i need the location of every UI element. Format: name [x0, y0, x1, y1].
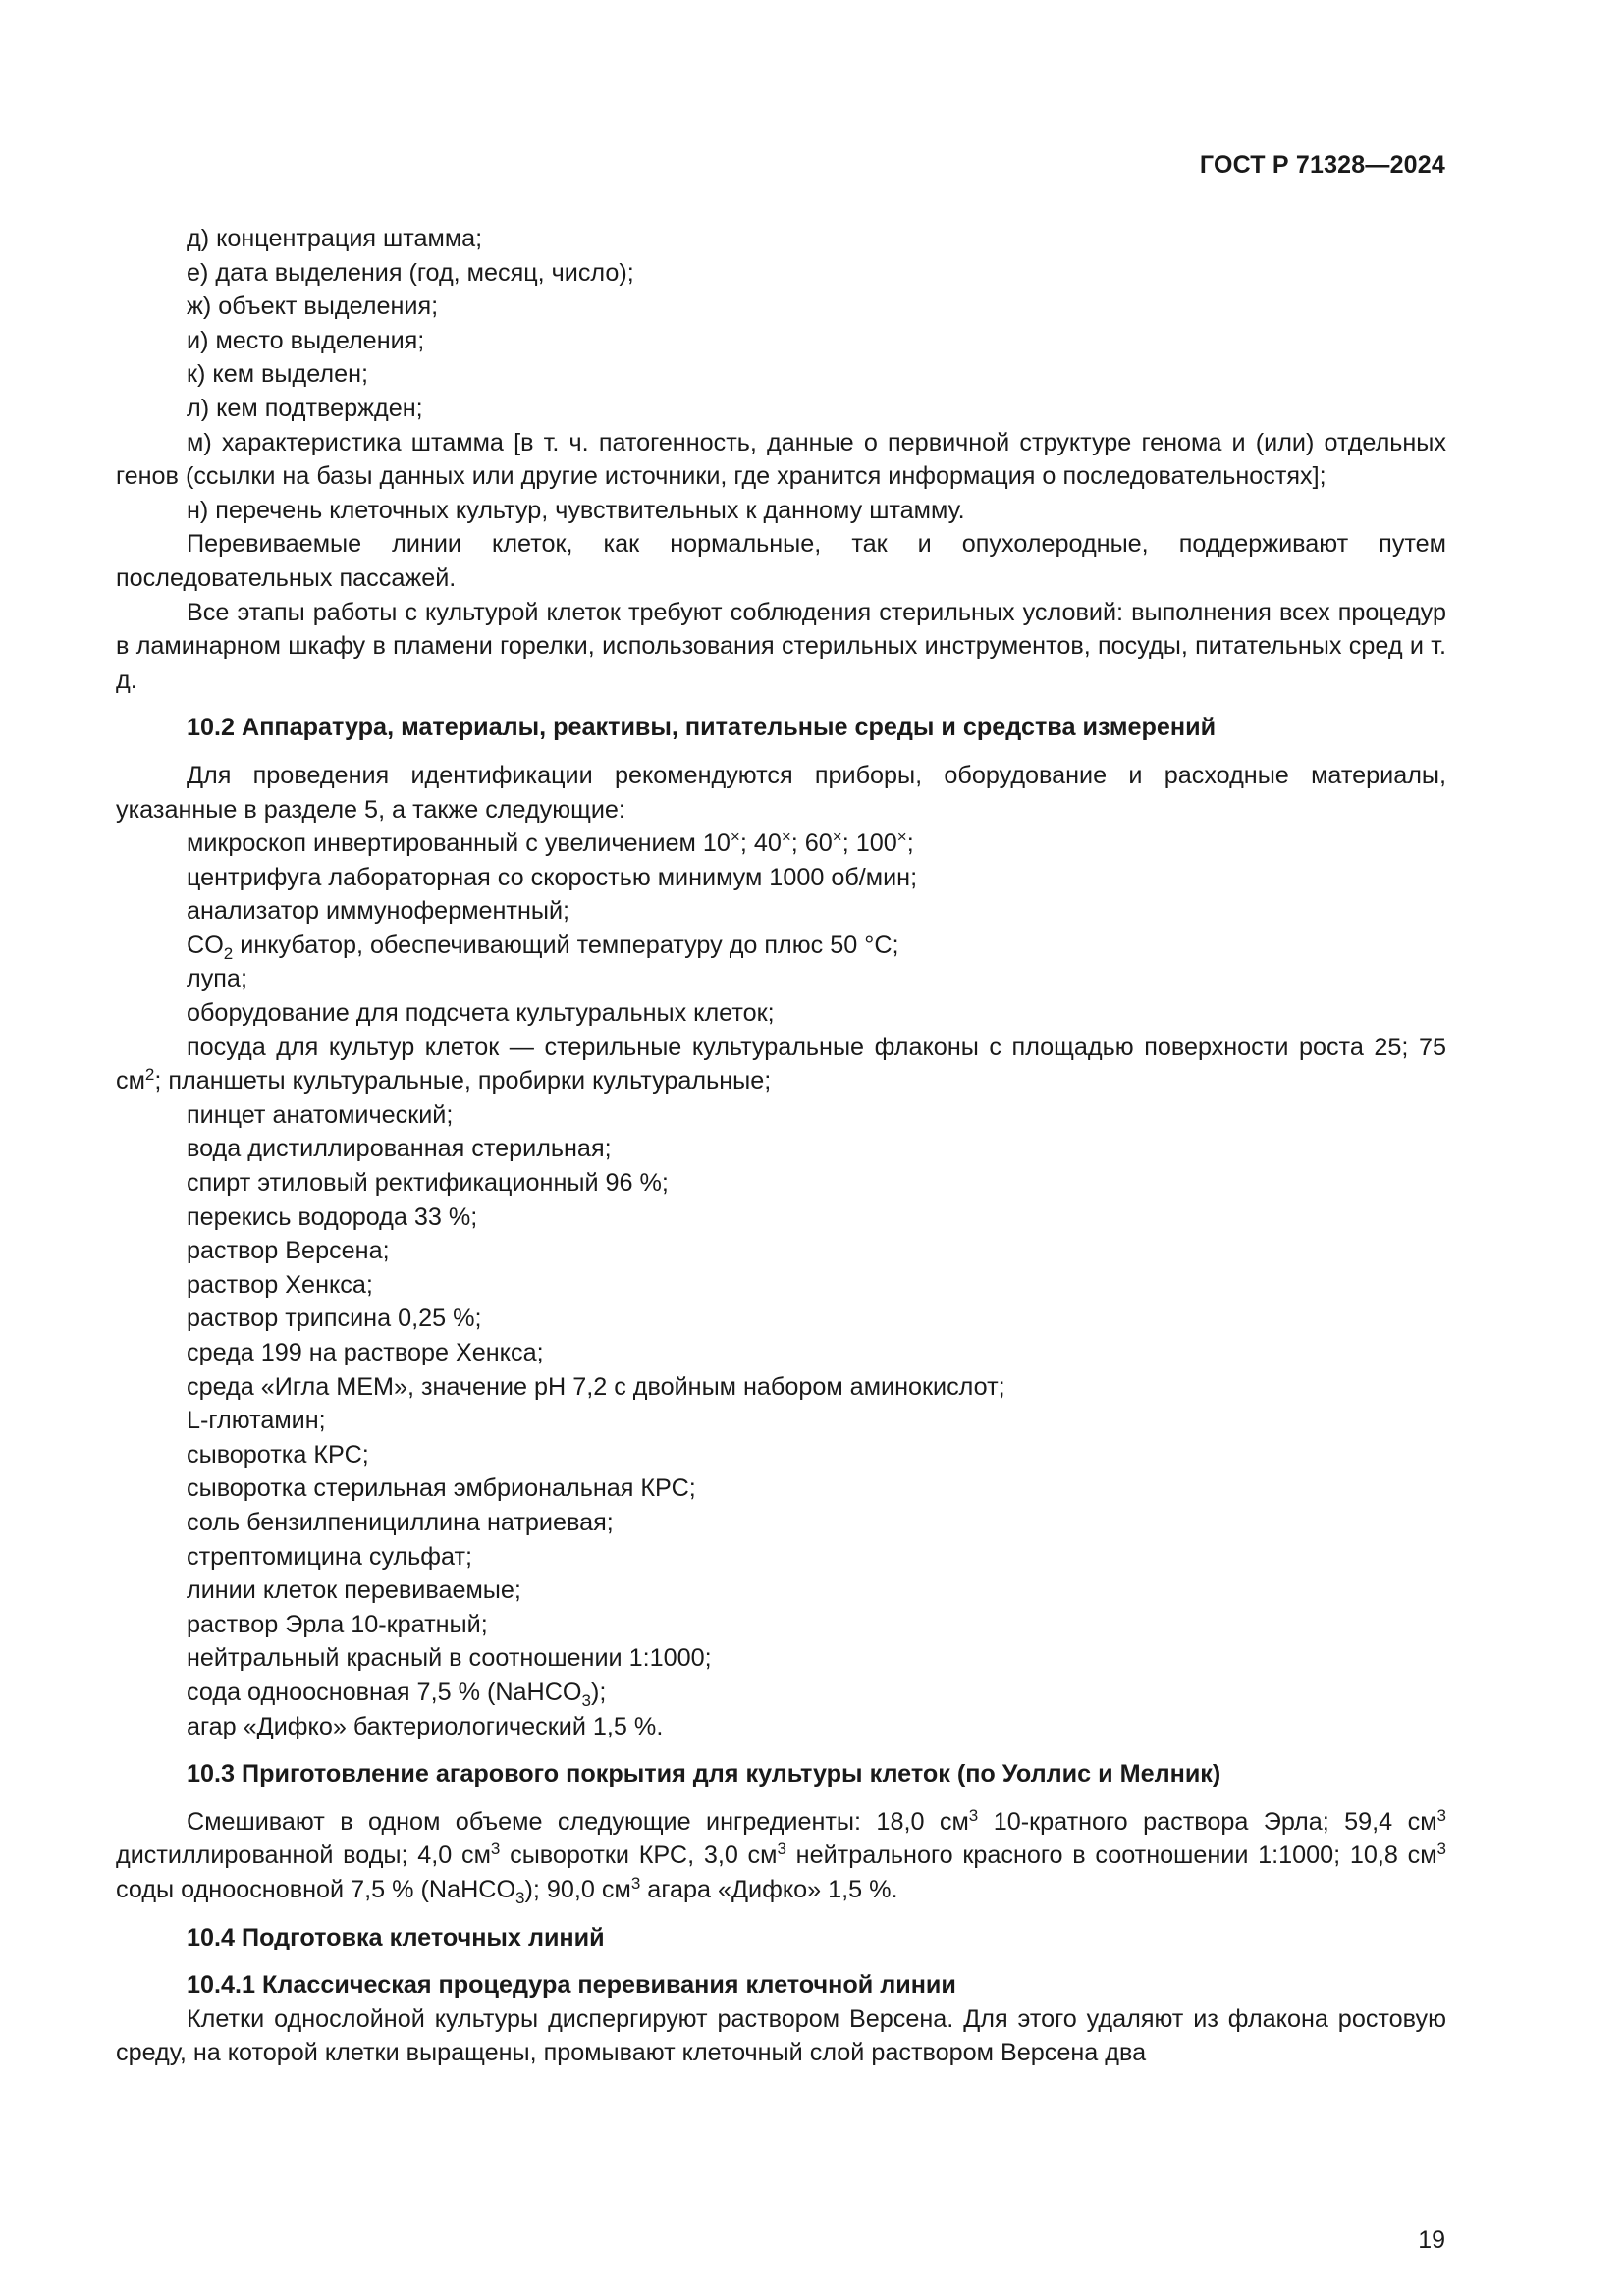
standard-code-header: ГОСТ Р 71328—2024	[1199, 151, 1445, 179]
equipment-item: оборудование для подсчета культуральных клеток;	[187, 999, 775, 1028]
material-item: раствор Версена;	[187, 1237, 390, 1265]
equipment-item-dishes: посуда для культур клеток — стерильные культуральные флаконы с площадью поверхности роста 25; 75 $см^2$; планшеты культуральные, пробирки культуральные;	[116, 1033, 1447, 1095]
list-item: ж) объект выделения;	[187, 293, 439, 321]
material-item: пинцет анатомический;	[187, 1100, 454, 1129]
material-item: линии клеток перевиваемые;	[187, 1576, 521, 1605]
section-10-4-1-text: Клетки однослойной культуры диспергируют раствором Версена. Для этого удаляют из флакона ростовую среду, на которой клетки выращены, промывают клеточный слой раствором Версена два	[116, 2004, 1446, 2067]
section-10-2-intro: Для проведения идентификации рекомендуются приборы, оборудование и расходные материалы, указанные в разделе 5, а также следующие:	[116, 761, 1446, 824]
paragraph-passages: Перевиваемые линии клеток, как нормальные, так и опухолеродные, поддерживают путем последовательных пассажей.	[116, 530, 1446, 592]
list-item: е) дата выделения (год, месяц, число);	[187, 258, 634, 287]
material-item: раствор Эрла 10-кратный;	[187, 1610, 488, 1638]
material-item: L-глютамин;	[187, 1407, 326, 1435]
material-item: сыворотка КРС;	[187, 1440, 369, 1468]
section-10-4-heading: 10.4 Подготовка клеточных линий	[187, 1923, 605, 1951]
material-item: раствор трипсина 0,25 %;	[187, 1305, 482, 1333]
material-item: перекись водорода 33 %;	[187, 1202, 478, 1231]
equipment-item-co2: $CO_2$ инкубатор, обеспечивающий температуру до плюс 50 °C;	[187, 931, 899, 963]
equipment-item: лупа;	[187, 965, 247, 993]
material-item: среда «Игла МЕМ», значение pH 7,2 с двойным набором аминокислот;	[187, 1372, 1005, 1401]
list-item-m: м) характеристика штамма [в т. ч. патогенность, данные о первичной структуре генома и (или) отдельных генов (ссылки на базы данных или другие источники, где хранится информация о последовательностях];	[116, 428, 1446, 491]
section-10-3-heading: 10.3 Приготовление агарового покрытия для культуры клеток (по Уоллис и Мелник)	[187, 1760, 1221, 1789]
material-item: вода дистиллированная стерильная;	[187, 1135, 612, 1163]
equipment-item: центрифуга лабораторная со скоростью минимум 1000 об/мин;	[187, 863, 918, 891]
paragraph-sterile-conditions: Все этапы работы с культурой клеток требуют соблюдения стерильных условий: выполнения всех процедур в ламинарном шкафу в пламени горелки, использования стерильных инструментов, посуды, питательных сред и т. д.	[116, 598, 1446, 694]
list-item-n: н) перечень клеточных культур, чувствительных к данному штамму.	[187, 496, 965, 524]
material-item: сыворотка стерильная эмбриональная КРС;	[187, 1474, 696, 1503]
material-item: нейтральный красный в соотношении 1:1000;	[187, 1644, 712, 1673]
material-item-soda: сода одноосновная 7,5 % (NaHCO$_3$);	[187, 1678, 607, 1710]
page-number: 19	[1418, 2226, 1445, 2254]
section-10-4-1-heading: 10.4.1 Классическая процедура перевивания клеточной линии	[187, 1971, 956, 2000]
page-content	[116, 222, 1446, 2070]
equipment-item: анализатор иммуноферментный;	[187, 897, 570, 926]
list-item: л) кем подтвержден;	[187, 394, 423, 422]
material-item: стрептомицина сульфат;	[187, 1542, 473, 1571]
material-item: среда 199 на растворе Хенкса;	[187, 1339, 544, 1366]
equipment-item-microscope: микроскоп инвертированный с увеличением 10×; 40×; 60×; 100×;	[187, 828, 914, 858]
list-item: и) место выделения;	[187, 326, 425, 354]
material-item-agar: агар «Дифко» бактериологический 1,5 %.	[187, 1712, 664, 1740]
material-item: спирт этиловый ректификационный 96 %;	[187, 1169, 669, 1198]
section-10-2-heading: 10.2 Аппаратура, материалы, реактивы, питательные среды и средства измерений	[187, 714, 1217, 742]
material-item: раствор Хенкса;	[187, 1270, 373, 1299]
section-10-3-text: Смешивают в одном объеме следующие ингредиенты: 18,0 $см^3$ 10-кратного раствора Эрла; 59,4 $см^3$ дистиллированной воды; 4,0 $см^3$ сыворотки КРС, 3,0 $см^3$ нейтрального красного в соотношении 1:1000; 10,8 $см^3$ соды одноосновной 7,5 % (NaHCO$_3$); 90,0 $см^3$ агара «Дифко» 1,5 %.	[116, 1805, 1447, 1907]
list-item: к) кем выделен;	[187, 360, 368, 389]
material-item: соль бензилпенициллина натриевая;	[187, 1508, 614, 1536]
list-item: д) концентрация штамма;	[187, 225, 483, 252]
